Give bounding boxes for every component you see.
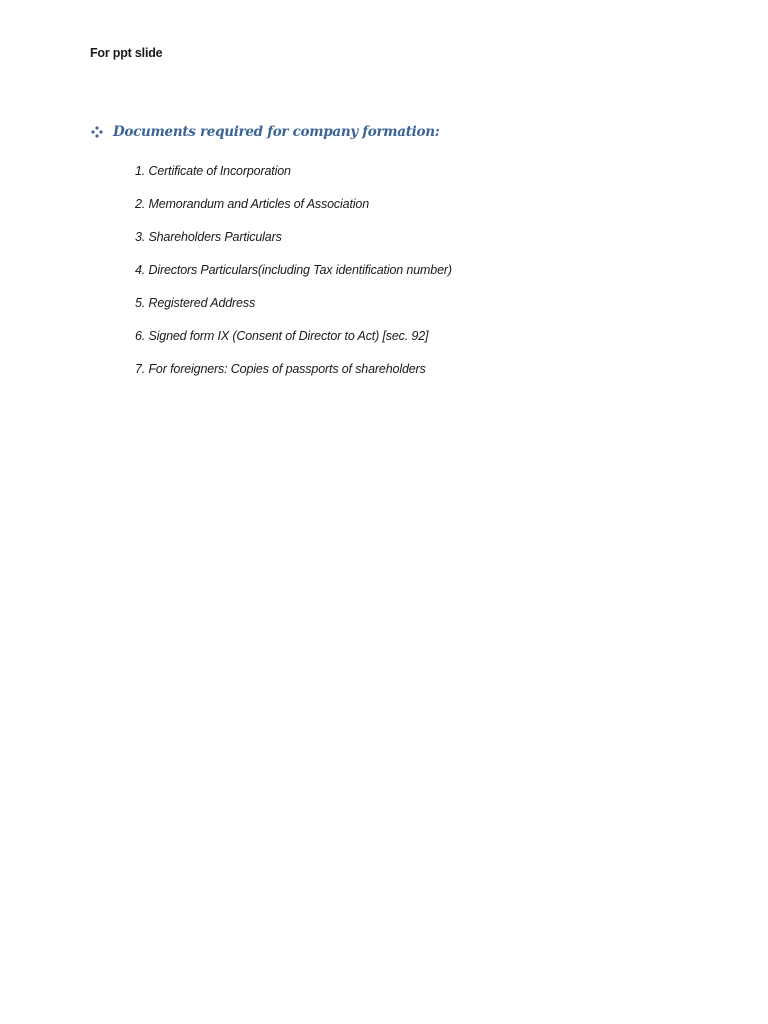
list-item: 3. Shareholders Particulars <box>135 230 282 244</box>
diamond-dots-bullet-icon <box>90 125 104 139</box>
list-item: 1. Certificate of Incorporation <box>135 164 291 178</box>
section-heading <box>90 124 439 140</box>
top-note: For ppt slide <box>90 46 163 60</box>
heading-text: Documents required for company formation: <box>113 124 440 140</box>
documents-list <box>135 162 452 393</box>
list-item: 2. Memorandum and Articles of Association <box>135 197 370 211</box>
list-item: 4. Directors Particulars(including Tax identification number) <box>135 263 452 277</box>
list-item: 5. Registered Address <box>135 296 256 310</box>
list-item: 6. Signed form IX (Consent of Director to Act) [sec. 92] <box>135 329 429 343</box>
list-item: 7. For foreigners: Copies of passports of shareholders <box>135 362 426 376</box>
